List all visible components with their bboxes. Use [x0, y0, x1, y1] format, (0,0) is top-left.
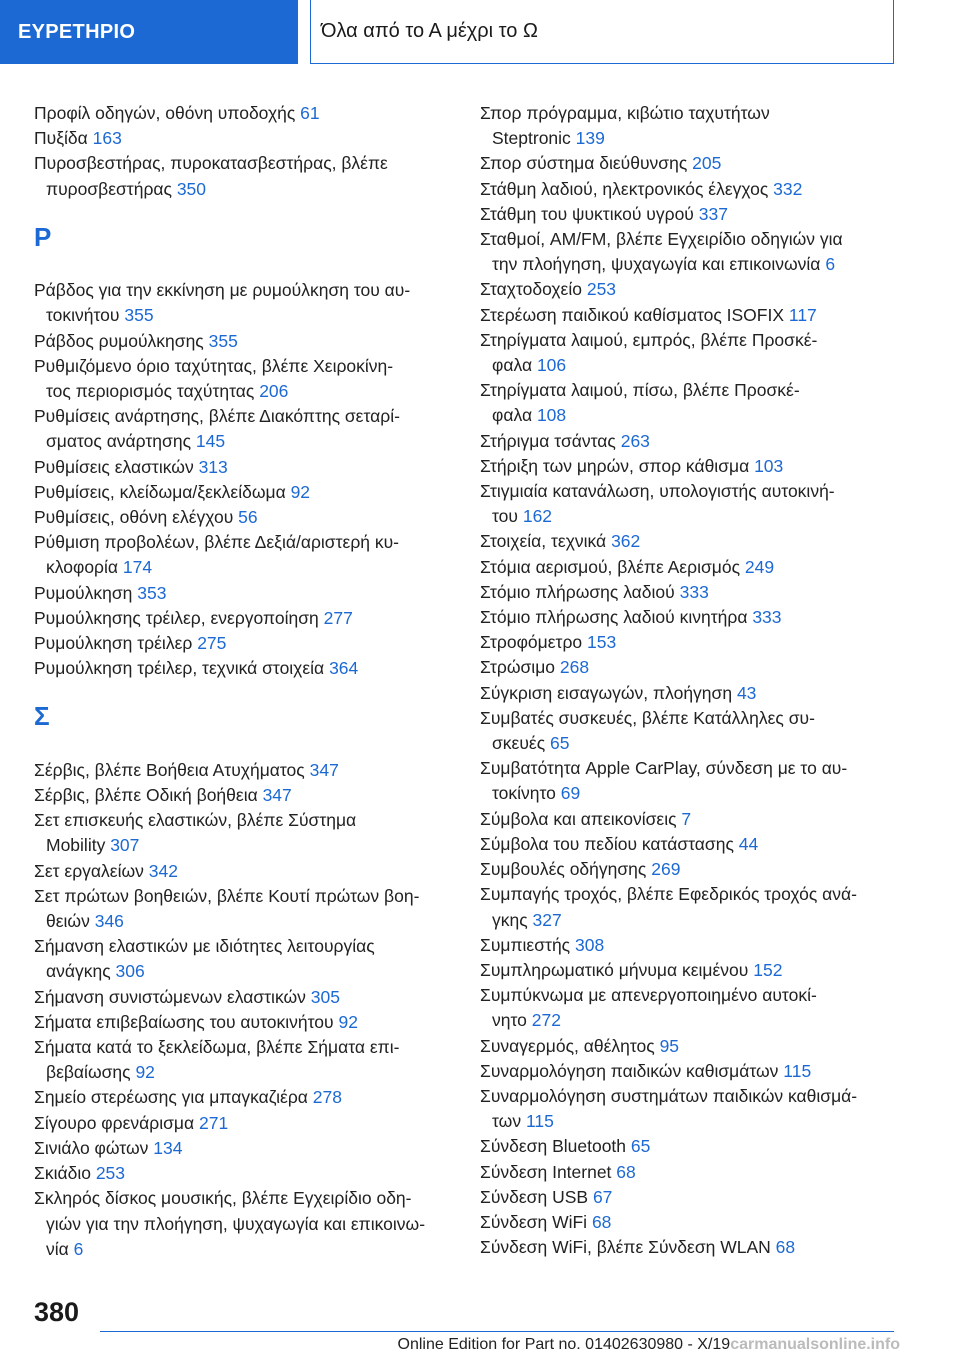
index-entry	[34, 278, 464, 328]
page-link[interactable]: 278	[312, 1087, 342, 1108]
page-link[interactable]: 6	[825, 254, 836, 275]
page-link[interactable]: 268	[559, 657, 590, 678]
index-entry	[34, 329, 464, 354]
index-entry	[34, 934, 464, 984]
entry-term: Στήριγμα τσάντας	[480, 430, 616, 451]
page-link[interactable]: 108	[536, 405, 567, 426]
entry-term: Συμπιεστής	[480, 934, 571, 955]
page-link[interactable]: 65	[550, 733, 570, 754]
entry-term-continuation	[34, 555, 464, 580]
entry-term-continuation	[34, 303, 464, 328]
entry-term-continued: πυροσβεστήρας	[46, 178, 172, 199]
entry-term: Ρυμούλκηση	[34, 582, 133, 603]
entry-term: Ρύθμιση προβολέων, βλέπε Δεξιά/αριστερή κυ-	[34, 532, 400, 553]
index-entry	[480, 882, 900, 932]
entry-term-continued: τοκινήτου	[46, 305, 120, 326]
page-link[interactable]: 115	[783, 1060, 812, 1081]
index-letter-heading: Ρ	[34, 221, 52, 252]
entry-term: Συμβατές συσκευές, βλέπε Κατάλληλες συ-	[480, 707, 815, 728]
index-entry	[480, 479, 900, 529]
entry-term: Προφίλ οδηγών, οθόνη υποδοχής	[34, 103, 296, 123]
entry-term: Συμβατότητα Apple CarPlay, σύνδεση με το αυ-	[480, 758, 848, 779]
entry-term-continued: νητο	[492, 1010, 527, 1031]
page-link[interactable]: 206	[259, 381, 289, 402]
index-entry	[480, 378, 900, 428]
index-entry	[34, 1186, 464, 1262]
index-entry	[480, 529, 900, 554]
page-link[interactable]: 152	[753, 959, 783, 980]
watermark: carmanualsonline.info	[730, 1336, 900, 1353]
index-entry	[480, 328, 900, 378]
index-entry	[34, 631, 464, 656]
entry-term-continued: φαλα	[492, 405, 533, 426]
entry-term-continuation	[34, 1212, 464, 1237]
entry-term: Σκληρός δίσκος μουσικής, βλέπε Εγχειρίδιο οδη-	[34, 1188, 412, 1209]
entry-term: Ρυθμιζόμενο όριο ταχύτητας, βλέπε Χειροκίνη-	[34, 355, 394, 376]
footer-edition	[100, 1336, 900, 1354]
index-entry	[34, 606, 464, 631]
page-link[interactable]: 277	[323, 607, 353, 628]
index-entry	[480, 580, 900, 605]
index-entry	[34, 884, 464, 934]
entry-term: Ρυθμίσεις, κλείδωμα/ξεκλείδωμα	[34, 481, 286, 502]
index-entry	[480, 958, 900, 983]
index-entry	[480, 303, 900, 328]
page-link[interactable]: 65	[630, 1136, 651, 1157]
index-entry	[480, 1210, 900, 1235]
entry-term-continued: των	[492, 1111, 522, 1132]
page-link[interactable]: 362	[611, 531, 641, 552]
index-entry	[480, 756, 900, 806]
entry-term-continuation	[480, 908, 900, 933]
index-entry	[480, 681, 900, 706]
index-entry	[34, 1010, 464, 1035]
entry-term: Ρυθμίσεις ελαστικών	[34, 456, 194, 477]
page-link[interactable]: 145	[195, 431, 226, 452]
entry-term: Σινιάλο φώτων	[34, 1137, 149, 1158]
index-entry	[480, 1034, 900, 1059]
page-link[interactable]: 355	[208, 330, 238, 351]
index-entry	[480, 655, 900, 680]
page-link[interactable]: 68	[591, 1211, 612, 1232]
index-entry	[34, 505, 464, 530]
entry-term-continued: γιών για την πλοήγηση, ψυχαγωγία και επικοινω-	[46, 1213, 426, 1234]
page-link[interactable]: 308	[575, 934, 605, 955]
page-link[interactable]: 68	[775, 1237, 796, 1258]
page-header	[0, 0, 960, 64]
index-entry	[34, 985, 464, 1010]
index-entry	[34, 404, 464, 454]
index-entry	[34, 1085, 464, 1110]
entry-term: Ρυθμίσεις, οθόνη ελέγχου	[34, 507, 234, 528]
page-link[interactable]: 355	[124, 305, 154, 326]
page-link[interactable]: 337	[698, 203, 728, 224]
page-link[interactable]: 117	[788, 304, 817, 325]
entry-term-continuation	[34, 833, 464, 858]
entry-term-continuation	[34, 429, 464, 454]
entry-term: Στόμιο πλήρωσης λαδιού	[480, 581, 675, 602]
entry-term: Συμβουλές οδήγησης	[480, 859, 647, 880]
entry-term: Σύνδεση WiFi	[480, 1211, 588, 1232]
entry-term: Σετ εργαλείων	[34, 860, 144, 881]
page-link[interactable]: 353	[137, 582, 167, 603]
page-link[interactable]: 92	[338, 1011, 358, 1032]
page-link[interactable]: 333	[752, 607, 782, 628]
page-link[interactable]: 347	[262, 785, 292, 806]
entry-term: Στήριξη των μηρών, σπορ κάθισμα	[480, 455, 750, 476]
entry-term: Ρυμούλκησης τρέιλερ, ενεργοποίηση	[34, 607, 319, 628]
entry-term-continuation	[480, 731, 900, 756]
entry-term: Σύνδεση USB	[480, 1186, 589, 1207]
index-entry	[480, 151, 900, 176]
page-link[interactable]: 6	[73, 1238, 84, 1259]
index-entry	[480, 857, 900, 882]
index-entry	[34, 530, 464, 580]
index-entry	[480, 202, 900, 227]
page-link[interactable]: 333	[679, 581, 709, 602]
edition-text: Online Edition for Part no. 01402630980 - X/19	[397, 1336, 731, 1353]
entry-term: Ρυμούλκηση τρέιλερ	[34, 633, 193, 654]
entry-term-continued: θειών	[46, 911, 90, 932]
page-link[interactable]: 327	[532, 909, 562, 930]
footer-divider	[100, 1331, 894, 1332]
index-entry	[480, 1134, 900, 1159]
index-entry	[480, 1185, 900, 1210]
index-entry	[34, 1035, 464, 1085]
entry-term-continued: τος περιορισμός ταχύτητας	[46, 381, 255, 402]
entry-term: Σκιάδιο	[34, 1163, 91, 1184]
index-entry	[480, 429, 900, 454]
entry-term: Ρυθμίσεις ανάρτησης, βλέπε Διακόπτης σεταρί-	[34, 406, 400, 427]
entry-term: Στροφόμετρο	[480, 632, 583, 653]
index-entry	[34, 126, 464, 151]
entry-term-continued: την πλοήγηση, ψυχαγωγία και επικοινωνία	[492, 254, 821, 275]
page-link[interactable]: 253	[586, 279, 617, 300]
page-link[interactable]: 271	[199, 1112, 229, 1133]
entry-term-continuation	[480, 353, 900, 378]
index-entry	[34, 1111, 464, 1136]
entry-term-continued: γκης	[492, 909, 528, 930]
page-link[interactable]: 205	[692, 153, 722, 174]
page-link[interactable]: 163	[92, 128, 122, 149]
index-entry	[480, 227, 900, 277]
index-entry	[480, 101, 900, 151]
entry-term-continuation	[34, 909, 464, 934]
entry-term-continuation	[480, 504, 900, 529]
entry-term: Στερέωση παιδικού καθίσματος ISOFIX	[480, 304, 785, 325]
index-entry	[34, 656, 464, 681]
entry-term: Σύνδεση Bluetooth	[480, 1136, 627, 1157]
index-entry	[480, 807, 900, 832]
page-link[interactable]: 56	[238, 507, 258, 528]
page-link[interactable]: 139	[575, 128, 605, 149]
index-entry	[480, 832, 900, 857]
index-entry	[34, 758, 464, 783]
entry-term-continued: κλοφορία	[46, 557, 119, 578]
page-link[interactable]: 43	[736, 682, 757, 703]
index-column-right	[480, 101, 900, 1260]
entry-term-continued: του	[492, 506, 518, 527]
entry-term: Σύνδεση Internet	[480, 1161, 612, 1182]
entry-term-continued: τοκίνητο	[492, 783, 556, 804]
entry-term-continued: βεβαίωσης	[46, 1062, 131, 1083]
entry-term-continuation	[34, 379, 464, 404]
section-tab[interactable]: ΕΥΡΕΤΗΡΙΟ	[0, 0, 298, 64]
page-link[interactable]: 103	[754, 455, 784, 476]
entry-term: Ρυμούλκηση τρέιλερ, τεχνικά στοιχεία	[34, 658, 325, 679]
entry-term-continuation	[480, 781, 900, 806]
entry-term: Στρώσιμο	[480, 657, 556, 678]
page-link[interactable]: 253	[95, 1163, 126, 1184]
entry-term: Στάθμη λαδιού, ηλεκτρονικός έλεγχος	[480, 178, 769, 199]
entry-term-continued: σματος ανάρτησης	[46, 431, 191, 452]
index-entry	[480, 983, 900, 1033]
page-link[interactable]: 92	[135, 1062, 155, 1083]
entry-term-continuation	[480, 1008, 900, 1033]
page-link[interactable]: 67	[592, 1186, 613, 1207]
page-link[interactable]: 350	[176, 178, 207, 199]
page-link[interactable]: 249	[744, 556, 775, 577]
index-entry	[34, 783, 464, 808]
entry-term: Σταχτοδοχείο	[480, 279, 582, 300]
page-number: 380	[34, 1297, 80, 1327]
page-link[interactable]: 92	[290, 481, 311, 502]
entry-term: Συναρμολόγηση συστημάτων παιδικών καθισμά-	[480, 1085, 858, 1106]
entry-term-continued: ανάγκης	[46, 961, 111, 982]
page-link[interactable]: 134	[153, 1137, 183, 1158]
entry-term: Σπορ σύστημα διεύθυνσης	[480, 153, 688, 174]
index-entry	[34, 808, 464, 858]
entry-term-continued: νία	[46, 1238, 69, 1259]
entry-term: Σήματα κατά το ξεκλείδωμα, βλέπε Σήματα επι-	[34, 1037, 400, 1058]
entry-term: Σήμανση ελαστικών με ιδιότητες λειτουργίας	[34, 936, 375, 957]
page-link[interactable]: 95	[659, 1035, 680, 1056]
entry-term: Συμπαγής τροχός, βλέπε Εφεδρικός τροχός ανά-	[480, 884, 857, 905]
entry-term: Στόμια αερισμού, βλέπε Αερισμός	[480, 556, 741, 577]
entry-term-continued: Mobility	[46, 835, 106, 856]
index-entry	[480, 454, 900, 479]
entry-term: Συναρμολόγηση παιδικών καθισμάτων	[480, 1060, 779, 1081]
page-link[interactable]: 364	[329, 658, 359, 679]
page-link[interactable]: 162	[522, 506, 553, 527]
page-link[interactable]: 332	[773, 178, 803, 199]
page-link[interactable]: 69	[560, 783, 581, 804]
index-entry	[34, 859, 464, 884]
entry-term: Σύμβολα και απεικονίσεις	[480, 808, 677, 829]
entry-term-continuation	[34, 1237, 464, 1262]
entry-term-continued: φαλα	[492, 355, 533, 376]
index-entry	[480, 933, 900, 958]
entry-term: Πυξίδα	[34, 128, 88, 149]
entry-term-continuation	[480, 252, 900, 277]
page-link[interactable]: 68	[616, 1161, 636, 1182]
entry-term: Σύγκριση εισαγωγών, πλοήγηση	[480, 682, 733, 703]
entry-term: Σετ πρώτων βοηθειών, βλέπε Κουτί πρώτων βοη-	[34, 885, 420, 906]
entry-term-continuation	[480, 126, 900, 151]
page-link[interactable]: 305	[310, 986, 340, 1007]
index-entry	[480, 177, 900, 202]
page-link[interactable]: 272	[531, 1010, 561, 1031]
index-entry	[34, 354, 464, 404]
index-entry	[480, 277, 900, 302]
entry-term-continued: Steptronic	[492, 128, 571, 149]
entry-term: Στηρίγματα λαιμού, εμπρός, βλέπε Προσκέ-	[480, 329, 818, 350]
entry-term: Σύνδεση WiFi, βλέπε Σύνδεση WLAN	[480, 1237, 771, 1258]
entry-term: Σημείο στερέωσης για μπαγκαζιέρα	[34, 1087, 308, 1108]
entry-term: Σήμανση συνιστώμενων ελαστικών	[34, 986, 306, 1007]
page-link[interactable]: 313	[198, 456, 228, 477]
entry-term: Σταθμοί, AM/FM, βλέπε Εγχειρίδιο οδηγιών για	[480, 229, 843, 250]
index-column-left	[34, 101, 464, 1262]
page-link[interactable]: 307	[110, 835, 140, 856]
page-link[interactable]: 347	[309, 759, 339, 780]
index-entry	[480, 555, 900, 580]
entry-term: Σετ επισκευής ελαστικών, βλέπε Σύστημα	[34, 810, 357, 831]
entry-term: Στάθμη του ψυκτικού υγρού	[480, 203, 694, 224]
page-link[interactable]: 346	[94, 911, 124, 932]
index-entry	[34, 151, 464, 201]
entry-term: Ράβδος ρυμούλκησης	[34, 330, 204, 351]
entry-term: Σύμβολα του πεδίου κατάστασης	[480, 833, 734, 854]
entry-term-continuation	[34, 1060, 464, 1085]
entry-term: Σήματα επιβεβαίωσης του αυτοκινήτου	[34, 1011, 334, 1032]
page-link[interactable]: 269	[651, 859, 681, 880]
entry-term: Σίγουρο φρενάρισμα	[34, 1112, 195, 1133]
entry-term: Στιγμιαία κατανάλωση, υπολογιστής αυτοκινή-	[480, 481, 835, 502]
index-entry	[480, 1084, 900, 1134]
index-entry	[34, 1161, 464, 1186]
index-entry	[480, 1235, 900, 1260]
entry-term-continued: σκευές	[492, 733, 546, 754]
entry-term: Πυροσβεστήρας, πυροκατασβεστήρας, βλέπε	[34, 153, 388, 174]
entry-term: Ράβδος για την εκκίνηση με ρυμούλκηση του αυ-	[34, 280, 411, 301]
index-entry	[480, 605, 900, 630]
entry-term: Συμπληρωματικό μήνυμα κειμένου	[480, 959, 749, 980]
page-link[interactable]: 263	[620, 430, 650, 451]
page-link[interactable]: 275	[197, 633, 227, 654]
entry-term-continuation	[480, 1109, 900, 1134]
entry-term-continuation	[480, 403, 900, 428]
index-entry	[34, 101, 464, 126]
page-link[interactable]: 342	[148, 860, 178, 881]
index-entry	[34, 1136, 464, 1161]
index-entry	[480, 706, 900, 756]
index-entry	[480, 1059, 900, 1084]
index-entry	[480, 630, 900, 655]
entry-term-continuation	[34, 177, 464, 202]
entry-term: Σπορ πρόγραμμα, κιβώτιο ταχυτήτων	[480, 103, 770, 123]
section-subtitle: Όλα από το Α μέχρι το Ω	[310, 0, 894, 64]
entry-term: Συμπύκνωμα με απενεργοποιημένο αυτοκί-	[480, 985, 817, 1006]
entry-term: Σέρβις, βλέπε Βοήθεια Ατυχήματος	[34, 759, 305, 780]
page-link[interactable]: 306	[115, 961, 145, 982]
page-link[interactable]: 106	[536, 355, 567, 376]
index-entry	[480, 1160, 900, 1185]
page-link[interactable]: 153	[587, 632, 617, 653]
page-link[interactable]: 44	[738, 833, 759, 854]
entry-term: Συναγερμός, αθέλητος	[480, 1035, 655, 1056]
entry-term: Στοιχεία, τεχνικά	[480, 531, 607, 552]
entry-term-continuation	[34, 959, 464, 984]
entry-term: Στόμιο πλήρωσης λαδιού κινητήρα	[480, 607, 748, 628]
page-link[interactable]: 61	[300, 103, 320, 123]
entry-term: Στηρίγματα λαιμού, πίσω, βλέπε Προσκέ-	[480, 380, 800, 401]
index-entry	[34, 581, 464, 606]
index-entry	[34, 455, 464, 480]
page-link[interactable]: 7	[681, 808, 692, 829]
page-link[interactable]: 115	[525, 1111, 554, 1132]
page-link[interactable]: 174	[122, 557, 153, 578]
index-entry	[34, 480, 464, 505]
index-letter-heading: Σ	[34, 701, 50, 732]
entry-term: Σέρβις, βλέπε Οδική βοήθεια	[34, 785, 258, 806]
